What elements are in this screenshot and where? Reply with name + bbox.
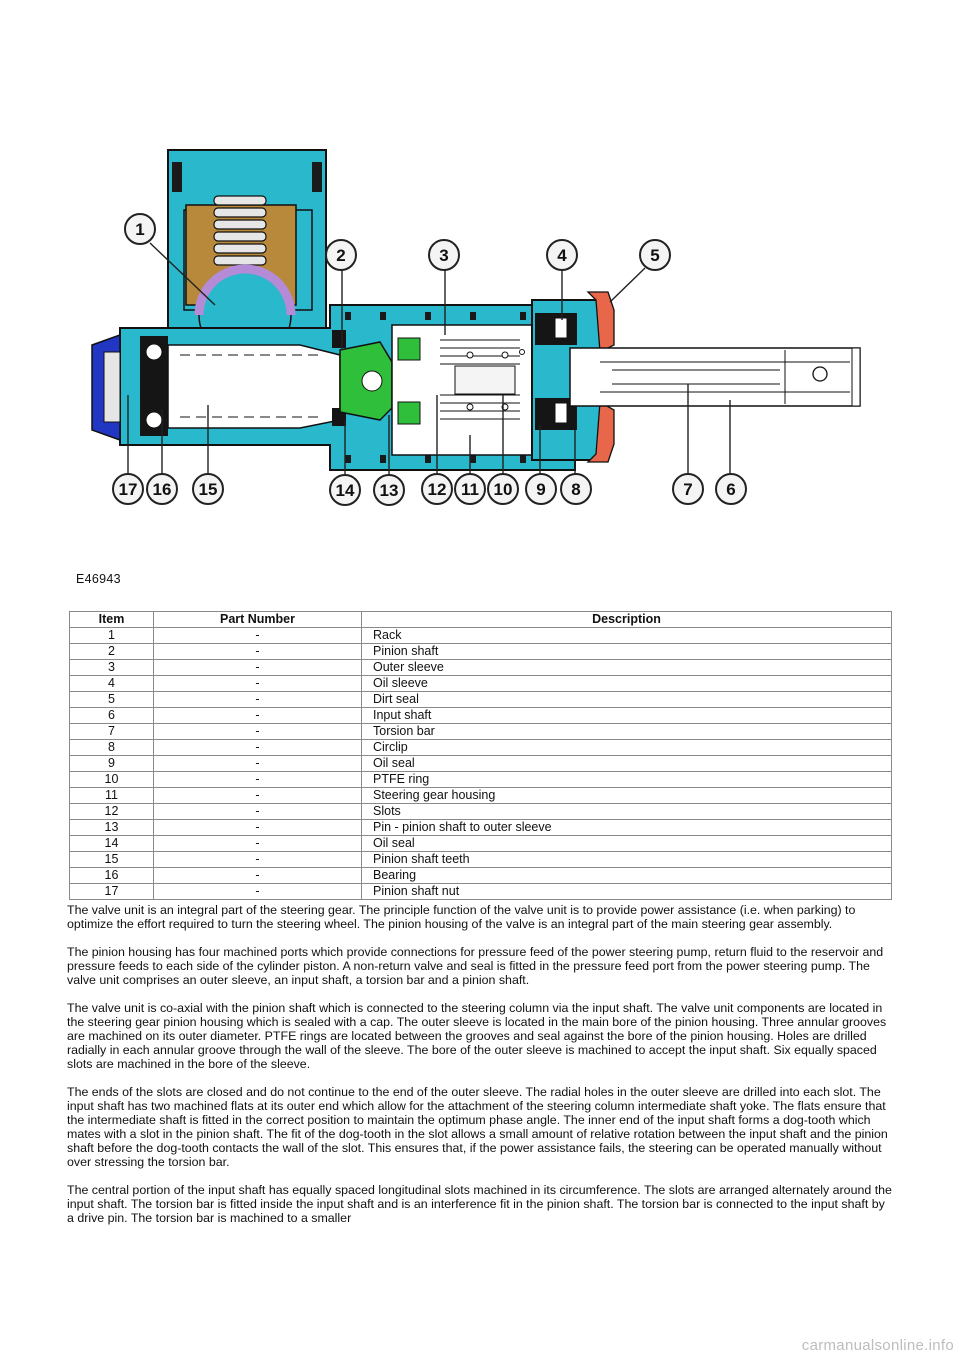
table-row	[70, 868, 892, 884]
table-row	[70, 740, 892, 756]
cell-description: Rack	[362, 628, 892, 644]
pin-region-part-13	[340, 342, 392, 420]
cell-part-number: -	[154, 868, 362, 884]
callout-7	[673, 474, 703, 504]
callout-11	[455, 474, 485, 504]
svg-text:9: 9	[536, 480, 546, 499]
header-description: Description	[362, 612, 892, 628]
callout-13	[374, 475, 404, 505]
table-row	[70, 708, 892, 724]
callout-15	[193, 474, 223, 504]
cell-part-number: -	[154, 660, 362, 676]
cell-item: 12	[70, 804, 154, 820]
parts-table-body	[70, 628, 892, 900]
cell-part-number: -	[154, 756, 362, 772]
header-item: Item	[70, 612, 154, 628]
cell-part-number: -	[154, 708, 362, 724]
callout-9	[526, 474, 556, 504]
svg-text:3: 3	[439, 246, 449, 265]
paragraph: The valve unit is co-axial with the pinion shaft which is connected to the steering column via the input shaft. The valve unit components are located in the steering gear pinion housing which is sealed with a cap. The outer sleeve is located in the main bore of the pinion housing. Three annular grooves are machined on its outer diameter. PTFE rings are located between the grooves and seal against the bore of the pinion housing. Holes are drilled radially in each annular groove through the wall of the sleeve. The bore of the outer sleeve is machined to accept the input shaft. Six equally spaced slots are machined in the bore of the sleeve.	[67, 1001, 887, 1071]
svg-text:16: 16	[152, 480, 172, 499]
cell-item: 13	[70, 820, 154, 836]
svg-text:6: 6	[726, 480, 736, 499]
pinion-shaft-nut-part-17	[92, 335, 120, 440]
svg-text:5: 5	[650, 246, 660, 265]
cell-description: Steering gear housing	[362, 788, 892, 804]
table-row	[70, 692, 892, 708]
cell-description: Pin - pinion shaft to outer sleeve	[362, 820, 892, 836]
callout-10	[488, 474, 518, 504]
cell-description: Bearing	[362, 868, 892, 884]
cell-item: 3	[70, 660, 154, 676]
callout-17	[113, 474, 143, 504]
svg-text:11: 11	[461, 480, 479, 499]
cell-item: 10	[70, 772, 154, 788]
callout-4	[547, 240, 577, 270]
paragraph: The pinion housing has four machined ports which provide connections for pressure feed of the power steering pump, return fluid to the reservoir and pressure feeds to each side of the cylinder piston. A non-return valve and seal is fitted in the pressure feed port from the power steering pump. The valve unit comprises an outer sleeve, an input shaft, a torsion bar and a pinion shaft.	[67, 945, 884, 987]
cell-part-number: -	[154, 836, 362, 852]
svg-text:8: 8	[571, 480, 581, 499]
cell-part-number: -	[154, 740, 362, 756]
cell-item: 11	[70, 788, 154, 804]
cell-part-number: -	[154, 852, 362, 868]
callout-3	[429, 240, 459, 270]
callout-12	[422, 474, 452, 504]
svg-text:4: 4	[557, 246, 567, 265]
table-row	[70, 756, 892, 772]
table-row	[70, 660, 892, 676]
cell-part-number: -	[154, 804, 362, 820]
cell-item: 14	[70, 836, 154, 852]
svg-text:17: 17	[118, 480, 138, 499]
cell-description: Input shaft	[362, 708, 892, 724]
cell-part-number: -	[154, 884, 362, 900]
callout-5	[640, 240, 670, 270]
cell-part-number: -	[154, 676, 362, 692]
table-row	[70, 852, 892, 868]
callout-8	[561, 474, 591, 504]
table-row	[70, 644, 892, 660]
svg-text:10: 10	[493, 480, 513, 499]
svg-text:15: 15	[198, 480, 218, 499]
table-row	[70, 724, 892, 740]
paragraph: The ends of the slots are closed and do not continue to the end of the outer sleeve. The radial holes in the outer sleeve are drilled into each slot. The input shaft has two machined flats at its outer end which allow for the attachment of the steering column intermediate shaft yoke. The flats ensure that the intermediate shaft is fitted in the correct position to maintain the optimum phase angle. The inner end of the input shaft forms a dog-tooth which mates with a slot in the pinion shaft. The fit of the dog-tooth in the slot allows a small amount of relative rotation between the input shaft and the pinion shaft before the dog-tooth contacts the wall of the slot. This ensures that, if the power assistance fails, the steering can be operated manually without over stressing the torsion bar.	[67, 1085, 888, 1169]
cell-description: Dirt seal	[362, 692, 892, 708]
cell-part-number: -	[154, 644, 362, 660]
table-row	[70, 628, 892, 644]
callout-1	[125, 214, 155, 244]
svg-text:12: 12	[427, 480, 447, 499]
cell-item: 7	[70, 724, 154, 740]
header-part-number: Part Number	[154, 612, 362, 628]
cell-description: Outer sleeve	[362, 660, 892, 676]
svg-text:7: 7	[683, 480, 693, 499]
cell-part-number: -	[154, 724, 362, 740]
watermark: carmanualsonline.info	[801, 1337, 954, 1354]
cell-part-number: -	[154, 772, 362, 788]
cell-description: Pinion shaft teeth	[362, 852, 892, 868]
cell-item: 8	[70, 740, 154, 756]
table-row	[70, 804, 892, 820]
svg-text:13: 13	[379, 481, 399, 500]
cell-description: PTFE ring	[362, 772, 892, 788]
table-row	[70, 788, 892, 804]
table-row	[70, 820, 892, 836]
cell-description: Circlip	[362, 740, 892, 756]
pinion-shaft-part-2	[168, 345, 340, 428]
figure-code-label: E46943	[76, 572, 121, 586]
cell-item: 1	[70, 628, 154, 644]
table-row	[70, 676, 892, 692]
cell-description: Oil sleeve	[362, 676, 892, 692]
parts-table	[69, 611, 892, 900]
callout-14	[330, 475, 360, 505]
cell-description: Oil seal	[362, 836, 892, 852]
cell-description: Pinion shaft	[362, 644, 892, 660]
cell-item: 4	[70, 676, 154, 692]
cell-description: Oil seal	[362, 756, 892, 772]
paragraph: The central portion of the input shaft has equally spaced longitudinal slots machined in its circumference. The slots are arranged alternately around the input shaft. The torsion bar is fitted inside the input shaft and is an interference fit in the pinion shaft. The torsion bar is connected to the input shaft by a drive pin. The torsion bar is machined to a smaller	[67, 1183, 892, 1225]
cell-description: Torsion bar	[362, 724, 892, 740]
table-row	[70, 772, 892, 788]
svg-text:2: 2	[336, 246, 346, 265]
cell-part-number: -	[154, 692, 362, 708]
cell-part-number: -	[154, 628, 362, 644]
cell-item: 5	[70, 692, 154, 708]
cell-item: 17	[70, 884, 154, 900]
cell-item: 9	[70, 756, 154, 772]
cell-item: 16	[70, 868, 154, 884]
callout-16	[147, 474, 177, 504]
callout-2	[326, 240, 356, 270]
table-row	[70, 884, 892, 900]
valve-unit-cross-section-diagram	[0, 0, 960, 600]
svg-text:1: 1	[135, 220, 145, 239]
bearing-part-16	[140, 336, 168, 436]
input-shaft-part-6	[570, 348, 860, 406]
paragraph: The valve unit is an integral part of the steering gear. The principle function of the valve unit is to provide power assistance (i.e. when parking) to optimize the effort required to turn the steering wheel. The pinion housing of the valve is an integral part of the main steering gear assembly.	[67, 903, 856, 931]
callout-6	[716, 474, 746, 504]
cell-description: Slots	[362, 804, 892, 820]
table-row	[70, 836, 892, 852]
cell-part-number: -	[154, 788, 362, 804]
body-text	[67, 903, 893, 1239]
svg-text:14: 14	[335, 481, 355, 500]
cell-item: 15	[70, 852, 154, 868]
cell-item: 2	[70, 644, 154, 660]
table-header-row	[70, 612, 892, 628]
cell-part-number: -	[154, 820, 362, 836]
cell-description: Pinion shaft nut	[362, 884, 892, 900]
cell-item: 6	[70, 708, 154, 724]
